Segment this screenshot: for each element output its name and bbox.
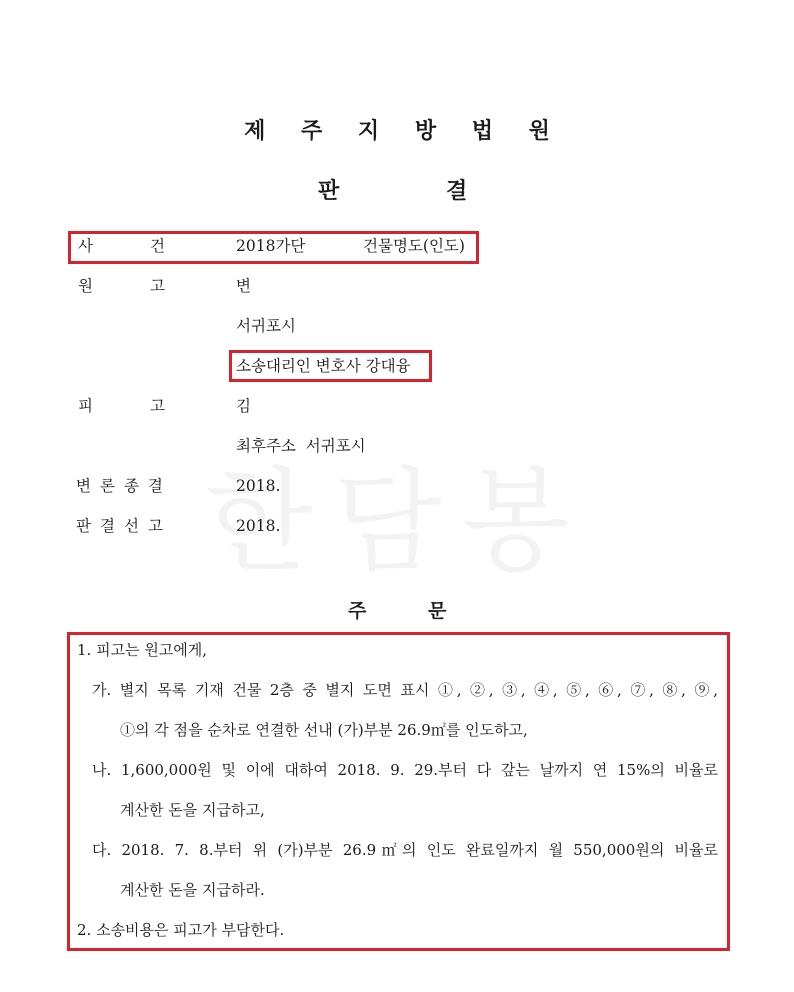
plaintiff-label-a: 원	[78, 277, 93, 295]
judgment-date-label: 판결선고	[76, 517, 172, 535]
doc-title-char-2: 결	[446, 179, 468, 204]
defendant-address: 최후주소 서귀포시	[236, 437, 366, 455]
case-highlight-box	[68, 231, 479, 264]
court-name: 제 주 지 방 법 원	[244, 119, 564, 144]
hearing-end-date: 2018.	[236, 477, 281, 495]
order-item-1-ga-line-2: ①의 각 점을 순차로 연결한 선내 (가)부분 26.9㎡를 인도하고,	[120, 721, 528, 739]
hearing-end-label: 변론종결	[76, 477, 172, 495]
case-label-b: 건	[150, 237, 165, 255]
order-item-1-da-line-2: 계산한 돈을 지급하라.	[120, 881, 265, 899]
order-item-2: 2. 소송비용은 피고가 부담한다.	[77, 921, 285, 939]
defendant-label-a: 피	[78, 397, 93, 415]
case-subject: 건물명도(인도)	[363, 237, 465, 255]
order-item-1: 1. 피고는 원고에게,	[77, 641, 208, 659]
defendant-label-b: 고	[150, 397, 165, 415]
case-number: 2018가단	[236, 237, 306, 255]
case-label-a: 사	[78, 237, 93, 255]
plaintiff-label-b: 고	[150, 277, 165, 295]
watermark	[205, 432, 590, 593]
judgment-date: 2018.	[236, 517, 281, 535]
doc-title-char-1: 판	[318, 179, 340, 204]
order-highlight-box	[67, 632, 730, 951]
order-item-1-na-line-2: 계산한 돈을 지급하고,	[120, 801, 265, 819]
defendant-name: 김	[236, 397, 251, 415]
plaintiff-address: 서귀포시	[236, 317, 296, 335]
order-title-char-1: 주	[348, 600, 367, 622]
plaintiff-name: 변	[236, 277, 251, 295]
order-title-char-2: 문	[428, 600, 447, 622]
order-item-1-ga-line-1: 가. 별지 목록 기재 건물 2층 중 별지 도면 표시 ①, ②, ③, ④, ⑤, ⑥, ⑦, ⑧, ⑨,	[92, 681, 718, 699]
agent-highlight-box	[229, 350, 432, 382]
order-item-1-na-line-1: 나. 1,600,000원 및 이에 대하여 2018. 9. 29.부터 다 갚는 날까지 연 15%의 비율로	[92, 761, 718, 779]
plaintiff-agent: 소송대리인 변호사 강대융	[236, 357, 411, 375]
order-item-1-da-line-1: 다. 2018. 7. 8.부터 위 (가)부분 26.9㎡의 인도 완료일까지 월 550,000원의 비율로	[92, 841, 718, 859]
